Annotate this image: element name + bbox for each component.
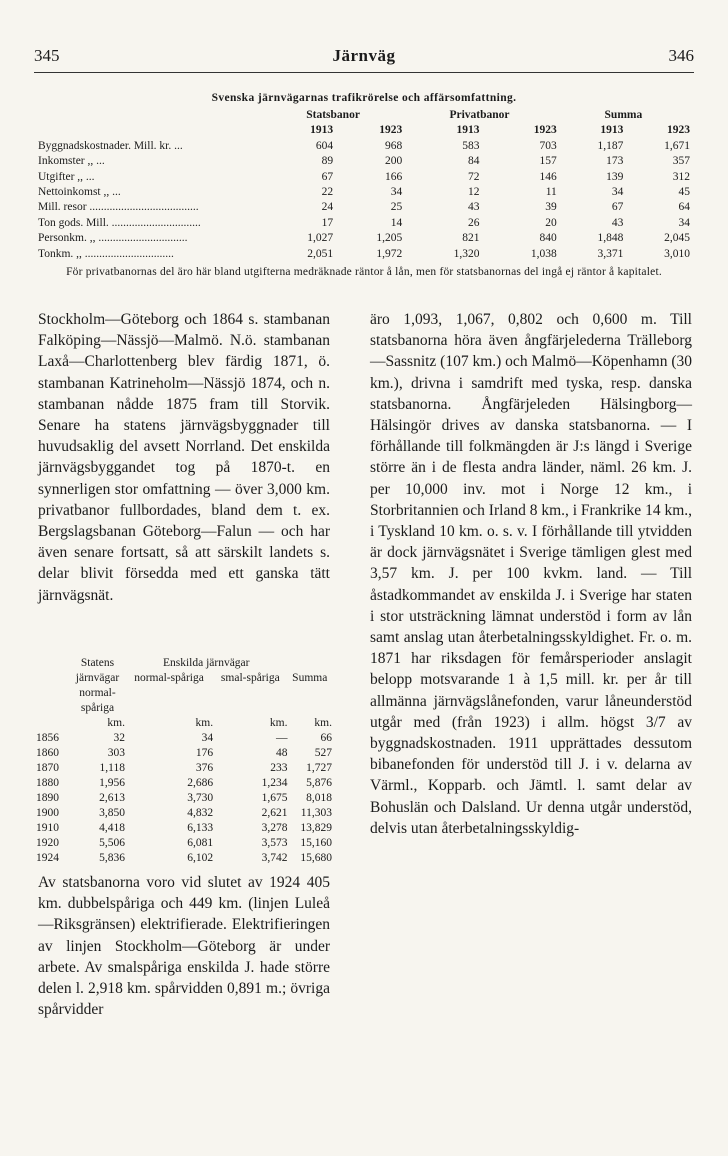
table1-row xyxy=(38,247,690,262)
table1-row xyxy=(38,170,690,185)
cell-value: 1,118 xyxy=(99,762,125,774)
year-header: 1923 xyxy=(667,124,690,137)
cell-value: 22 xyxy=(321,186,334,199)
table2-header-row xyxy=(36,671,332,686)
table1-row xyxy=(38,185,690,200)
cell-value: 12 xyxy=(467,186,480,199)
cell-value: 66 xyxy=(320,732,332,744)
unit-label: km. xyxy=(195,717,214,729)
cell-value: 5,876 xyxy=(306,777,332,789)
cell-value: 20 xyxy=(545,216,557,229)
group-header: Statsbanor xyxy=(306,109,360,121)
cell-value: 6,133 xyxy=(187,822,214,834)
table1-row xyxy=(38,216,690,231)
year-cell: 1900 xyxy=(36,807,59,819)
table2-group-row xyxy=(36,656,332,671)
table2-row xyxy=(36,731,332,746)
table1-note: För privatbanornas del äro här bland utgifterna medräknade räntor å lån, men för statsbanornas del ingå ej räntor å kapitalet. xyxy=(66,266,662,278)
group-header: Privatbanor xyxy=(449,109,510,121)
cell-value: 72 xyxy=(467,170,480,183)
cell-value: 357 xyxy=(672,155,690,168)
cell-value: 166 xyxy=(384,170,403,183)
group-header: Summa xyxy=(604,109,643,121)
cell-value: 67 xyxy=(321,170,334,183)
cell-value: 1,038 xyxy=(530,247,557,260)
cell-value: 527 xyxy=(314,747,332,759)
row-label: Byggnadskostnader. Mill. kr. ... xyxy=(38,139,183,152)
table2-header-row xyxy=(36,686,332,701)
table1-title: Svenska järnvägarnas trafikrörelse och affärsomfattning. xyxy=(211,92,517,104)
row-label: Tonkm. ,, ............................... xyxy=(38,247,174,260)
cell-value: — xyxy=(276,732,288,744)
cell-value: 84 xyxy=(467,155,480,168)
cell-value: 39 xyxy=(545,201,557,214)
table2-row xyxy=(36,776,332,791)
cell-value: 1,727 xyxy=(306,762,332,774)
cell-value: 376 xyxy=(195,762,214,774)
table2-row xyxy=(36,791,332,806)
table2-col2-header: normal-spåriga xyxy=(134,672,204,684)
cell-value: 303 xyxy=(107,747,125,759)
row-label: Ton gods. Mill. ............................... xyxy=(38,216,201,229)
cell-value: 11,303 xyxy=(300,807,332,819)
cell-value: 1,320 xyxy=(453,247,480,260)
row-label: Nettoinkomst ,, ... xyxy=(38,186,121,199)
cell-value: 146 xyxy=(539,170,557,183)
header-rule xyxy=(34,72,694,73)
cell-value: 5,506 xyxy=(99,837,125,849)
unit-label: km. xyxy=(107,717,125,729)
cell-value: 64 xyxy=(678,201,690,214)
table2-col1-line: järnvägar xyxy=(75,672,120,684)
cell-value: 11 xyxy=(545,186,557,199)
right-column-text: äro 1,093, 1,067, 0,802 och 0,600 m. Till statsbanorna höra även ångfärjelederna Trälleborg—Sassnitz (107 km.) och Malmö—Köpenhamn (30 km.), drivna i samdrift med tyska, resp. danska statsbanorna. Ångfärjeleden Hälsingborg—Hälsingör drives av danska statsbanorna. — I förhållande till folkmängden är J:s längd i Sverige större än i de flesta andra länder, näml. 26 km. J. per 10,000 inv. mot i Norge 12 km., i Storbritannien och Irland 8 km., i Frankrike 14 km., i Tyskland 10 km. o. s. v. I förhållande till ytvidden är dock järnvägsnätet i Sverige tämligen glest med 3,57 km. J. per 100 kvkm. land. — Till åstadkommandet av enskilda J. i Sverige har staten i stor utsträckning lämnat understöd i form av lån samt anslag utan återbetalningsskyldighet. Fr. o. m. 1871 har riksdagen för femårsperioder anslagit belopp motsvarande 1 à 1,5 mill. kr. per år till allmänna järnvägslånefonden, varur låneunderstöd utgår med (från 1923) i allm. högst 3/7 av byggnadskostnaden. 1911 upprättades dessutom bibanefonden för understöd till J. i v. delarna av Värml., Kopparb. och Jämtl. l. samt delar av Bohuslän och Dalsland. Ur denna utgår understöd, delvis utan återbetalningsskyldig- xyxy=(370,311,693,837)
cell-value: 3,730 xyxy=(187,792,214,804)
cell-value: 139 xyxy=(606,170,624,183)
table2-row xyxy=(36,836,332,851)
cell-value: 173 xyxy=(606,155,624,168)
unit-label: km. xyxy=(314,717,332,729)
traffic-table xyxy=(38,108,690,262)
left-column-paragraph-1: Stockholm—Göteborg och 1864 s. stambanan Falköping—Nässjö—Malmö. N.ö. stambanan Laxå—Charlottenberg blev färdig 1871, ö. stambanan Katrineholm—Nässjö 1874, och n. stambanan nådde 1875 fram till Storvik. Senare ha statens järnvägsbyggnader till huvudsaklig del avsett Norrland. Det enskilda järnvägsbyggandet tog på 1870-t. en synnerligen stor omfattning — över 3,000 km. privatbanor fullbordades, bland dem t. ex. Bergslagsbanan Göteborg—Falun — och har även senare fortsatt, så att särskilt landets s. delar blivit försedda med ett ganska tätt järnvägsnät. xyxy=(38,311,330,604)
cell-value: 176 xyxy=(195,747,214,759)
table2-col1-line: normal- xyxy=(79,687,116,699)
table2-row xyxy=(36,746,332,761)
cell-value: 3,742 xyxy=(261,852,288,864)
cell-value: 157 xyxy=(539,155,557,168)
cell-value: 6,081 xyxy=(187,837,214,849)
cell-value: 312 xyxy=(672,170,690,183)
year-cell: 1856 xyxy=(36,732,59,744)
table2-group-header: Enskilda järnvägar xyxy=(162,657,250,669)
cell-value: 840 xyxy=(539,232,557,245)
cell-value: 6,102 xyxy=(187,852,214,864)
year-cell: 1860 xyxy=(36,747,59,759)
cell-value: 43 xyxy=(611,216,624,229)
table1-row xyxy=(38,231,690,246)
cell-value: 17 xyxy=(321,216,334,229)
network-length-table xyxy=(36,656,332,866)
table1-year-row xyxy=(38,123,690,138)
table2-row xyxy=(36,851,332,866)
year-cell: 1880 xyxy=(36,777,59,789)
year-header: 1913 xyxy=(310,124,334,137)
cell-value: 604 xyxy=(315,139,334,152)
running-title: Järnväg xyxy=(332,46,396,65)
cell-value: 3,010 xyxy=(664,247,690,260)
cell-value: 968 xyxy=(384,139,403,152)
table2-col1-line: spåriga xyxy=(80,702,115,714)
cell-value: 24 xyxy=(321,201,334,214)
cell-value: 43 xyxy=(467,201,480,214)
row-label: Utgifter ,, ... xyxy=(38,170,95,183)
cell-value: 3,371 xyxy=(597,247,624,260)
year-cell: 1870 xyxy=(36,762,59,774)
cell-value: 2,613 xyxy=(99,792,125,804)
table2-col3-header: smal-spåriga xyxy=(220,672,280,684)
cell-value: 821 xyxy=(462,232,480,245)
table1-row xyxy=(38,200,690,215)
cell-value: 233 xyxy=(270,762,288,774)
year-cell: 1924 xyxy=(36,852,59,864)
left-column-paragraph-2: Av statsbanorna voro vid slutet av 1924 405 km. dubbelspåriga och 449 km. (linjen Luleå—Riksgränsen) elektrifierade. Elektrifieringen av linjen Stockholm—Göteborg är under arbete. Av smalspåriga enskilda J. hade större delen l. 2,918 km. spårvidden 0,891 m.; övriga spårvidder xyxy=(38,874,330,1019)
table2-col1-line: Statens xyxy=(80,657,115,669)
year-header: 1913 xyxy=(456,124,480,137)
cell-value: 34 xyxy=(390,186,403,199)
unit-label: km. xyxy=(269,717,288,729)
cell-value: 200 xyxy=(384,155,403,168)
cell-value: 2,686 xyxy=(187,777,214,789)
cell-value: 13,829 xyxy=(300,822,332,834)
cell-value: 32 xyxy=(113,732,125,744)
year-cell: 1910 xyxy=(36,822,59,834)
row-label: Inkomster ,, ... xyxy=(38,155,105,168)
cell-value: 48 xyxy=(276,747,288,759)
table1-row xyxy=(38,139,690,154)
cell-value: 1,848 xyxy=(597,232,624,245)
table2-header-row xyxy=(36,701,332,716)
page-number-left: 345 xyxy=(34,46,60,65)
cell-value: 2,621 xyxy=(261,807,288,819)
cell-value: 703 xyxy=(539,139,557,152)
cell-value: 1,671 xyxy=(664,139,690,152)
row-label: Mill. resor ...................................... xyxy=(38,201,199,214)
table2-col4-header: Summa xyxy=(292,672,328,684)
year-header: 1913 xyxy=(600,124,624,137)
cell-value: 34 xyxy=(611,186,624,199)
year-header: 1923 xyxy=(533,124,557,137)
cell-value: 4,418 xyxy=(99,822,125,834)
year-header: 1923 xyxy=(379,124,403,137)
year-cell: 1890 xyxy=(36,792,59,804)
cell-value: 67 xyxy=(611,201,624,214)
cell-value: 4,832 xyxy=(187,807,214,819)
table2-row xyxy=(36,761,332,776)
cell-value: 25 xyxy=(390,201,403,214)
cell-value: 5,836 xyxy=(99,852,125,864)
page-header xyxy=(34,46,694,70)
cell-value: 3,850 xyxy=(99,807,125,819)
cell-value: 1,234 xyxy=(261,777,288,789)
year-cell: 1920 xyxy=(36,837,59,849)
table1-group-row xyxy=(38,108,690,123)
cell-value: 34 xyxy=(678,216,690,229)
cell-value: 89 xyxy=(321,155,334,168)
cell-value: 15,680 xyxy=(300,852,332,864)
cell-value: 45 xyxy=(678,186,690,199)
table2-unit-row xyxy=(36,716,332,731)
cell-value: 1,956 xyxy=(99,777,125,789)
cell-value: 2,051 xyxy=(307,247,334,260)
cell-value: 2,045 xyxy=(664,232,690,245)
table2-row xyxy=(36,806,332,821)
cell-value: 15,160 xyxy=(300,837,332,849)
cell-value: 8,018 xyxy=(306,792,332,804)
cell-value: 583 xyxy=(462,139,480,152)
cell-value: 3,573 xyxy=(261,837,288,849)
cell-value: 3,278 xyxy=(261,822,288,834)
cell-value: 1,187 xyxy=(597,139,624,152)
row-label: Personkm. ,, ............................... xyxy=(38,232,188,245)
cell-value: 1,972 xyxy=(376,247,403,260)
cell-value: 26 xyxy=(467,216,480,229)
page-number-right: 346 xyxy=(668,46,694,65)
cell-value: 1,675 xyxy=(261,792,288,804)
table1-row xyxy=(38,154,690,169)
cell-value: 34 xyxy=(201,732,214,744)
cell-value: 1,027 xyxy=(307,232,334,245)
table2-row xyxy=(36,821,332,836)
cell-value: 14 xyxy=(390,216,403,229)
cell-value: 1,205 xyxy=(376,232,403,245)
